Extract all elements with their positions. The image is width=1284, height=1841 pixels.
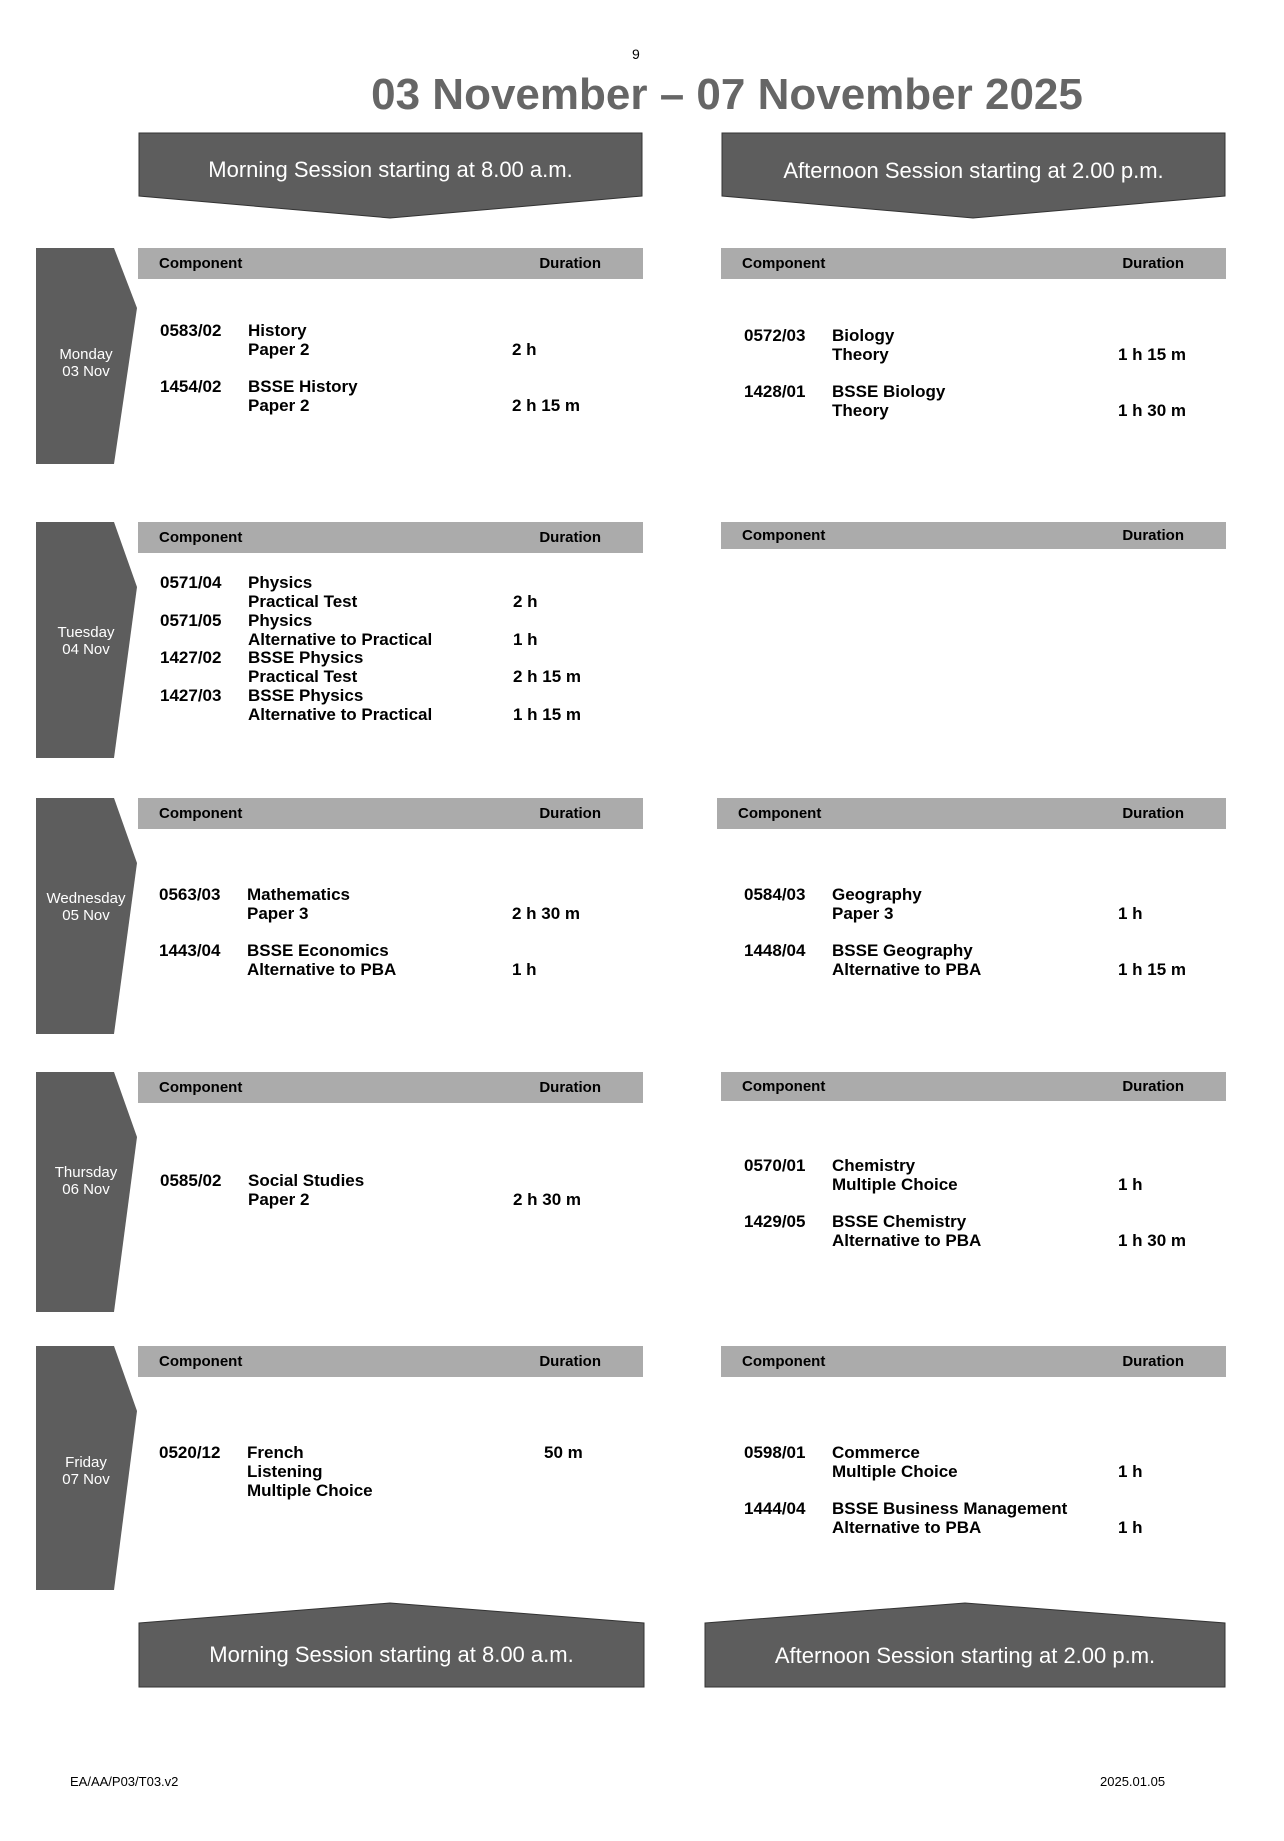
component-code: 1444/04 [744, 1499, 806, 1518]
subject-name: Mathematics [247, 885, 350, 904]
subject-name: BSSE Physics [248, 648, 364, 667]
exam-duration: 2 h [512, 340, 537, 359]
duration-header: Duration [539, 805, 601, 822]
morning-session-banner-bottom [138, 1602, 645, 1688]
exam-duration: 1 h 30 m [1118, 401, 1187, 420]
subject-name: Geography [832, 885, 922, 904]
component-code: 1454/02 [160, 377, 222, 396]
paper-name: Alternative to PBA [832, 1231, 982, 1250]
exam-entry [160, 686, 620, 724]
component-code: 1443/04 [159, 941, 221, 960]
component-code: 0572/03 [744, 326, 806, 345]
exam-duration: 1 h 15 m [1118, 960, 1187, 979]
afternoon-session-label: Afternoon Session starting at 2.00 p.m. [774, 1643, 1156, 1668]
component-code: 0584/03 [744, 885, 806, 904]
paper-name: Theory [832, 401, 889, 420]
exam-entry [160, 611, 620, 649]
subject-name: BSSE History [248, 377, 358, 396]
component-code: 1448/04 [744, 941, 806, 960]
subject-name: Biology [832, 326, 895, 345]
subject-name: Physics [248, 573, 313, 592]
component-header: Component [742, 1353, 826, 1370]
exam-entry [744, 382, 1214, 422]
subject-name: History [248, 321, 307, 340]
subject-name: BSSE Chemistry [832, 1212, 967, 1231]
exam-duration: 1 h [1118, 1462, 1143, 1481]
exam-entry [160, 321, 620, 361]
exam-duration: 1 h [1118, 1518, 1143, 1537]
morning-session-label: Morning Session starting at 8.00 a.m. [209, 1642, 574, 1667]
component-header: Component [742, 255, 826, 272]
exam-entry [744, 1443, 1214, 1483]
paper-name: Paper 3 [247, 904, 309, 923]
component-code: 0583/02 [160, 321, 222, 340]
exam-duration: 1 h 15 m [1118, 345, 1187, 364]
exam-duration: 1 h [1118, 1175, 1143, 1194]
subject-name: BSSE Physics [248, 686, 364, 705]
paper-name: Alternative to PBA [832, 1518, 982, 1537]
paper-name: Paper 3 [832, 904, 894, 923]
subject-name: Commerce [832, 1443, 920, 1462]
table-header-monday-afternoon [721, 248, 1226, 279]
subject-name: French [247, 1443, 304, 1462]
component-code: 0571/05 [160, 611, 222, 630]
duration-header: Duration [539, 255, 601, 272]
exam-duration: 2 h 15 m [512, 396, 581, 415]
duration-header: Duration [539, 1353, 601, 1370]
exam-duration: 2 h 15 m [513, 667, 582, 686]
subject-name: Chemistry [832, 1156, 916, 1175]
component-header: Component [159, 805, 243, 822]
duration-header: Duration [1122, 1353, 1184, 1370]
paper-name: Theory [832, 345, 889, 364]
component-header: Component [738, 805, 822, 822]
subject-name: BSSE Geography [832, 941, 973, 960]
exam-entry [160, 1171, 620, 1211]
day-date: 06 Nov [62, 1181, 110, 1198]
table-header-friday-afternoon [721, 1346, 1226, 1377]
component-code: 0598/01 [744, 1443, 806, 1462]
table-header-tuesday-afternoon [721, 522, 1226, 549]
component-header: Component [742, 1078, 826, 1095]
component-code: 0585/02 [160, 1171, 222, 1190]
table-header-wednesday-morning [138, 798, 643, 829]
paper-name: Alternative to PBA [247, 960, 397, 979]
duration-header: Duration [539, 529, 601, 546]
exam-entry [159, 885, 619, 925]
day-marker-friday [36, 1346, 141, 1590]
subject-name: Physics [248, 611, 313, 630]
subject-name: Social Studies [248, 1171, 365, 1190]
day-name: Tuesday [57, 624, 115, 641]
exam-entry [744, 1156, 1214, 1196]
paper-name: Multiple Choice [832, 1175, 958, 1194]
component-code: 1427/02 [160, 648, 222, 667]
day-date: 03 Nov [62, 363, 110, 380]
day-date: 05 Nov [62, 907, 110, 924]
exam-entry [744, 326, 1214, 366]
morning-session-label: Morning Session starting at 8.00 a.m. [208, 157, 573, 182]
paper-name: Multiple Choice [247, 1481, 373, 1500]
exam-entry [160, 573, 620, 611]
exam-entry [744, 1212, 1214, 1252]
exam-entry [159, 1443, 619, 1503]
exam-duration: 1 h 15 m [513, 705, 582, 724]
component-code: 1427/03 [160, 686, 222, 705]
component-code: 0520/12 [159, 1443, 221, 1462]
paper-name: Paper 2 [248, 396, 310, 415]
paper-name: Practical Test [248, 667, 358, 686]
footer-date: 2025.01.05 [1100, 1774, 1166, 1789]
duration-header: Duration [1122, 805, 1184, 822]
component-code: 0563/03 [159, 885, 221, 904]
paper-name: Practical Test [248, 592, 358, 611]
paper-name: Alternative to Practical [248, 705, 433, 724]
subject-name: BSSE Economics [247, 941, 389, 960]
paper-name: Paper 2 [248, 1190, 310, 1209]
table-header-thursday-afternoon [721, 1072, 1226, 1101]
day-date: 04 Nov [62, 641, 110, 658]
morning-session-banner-top [138, 132, 643, 219]
exam-entry [744, 1499, 1214, 1539]
component-header: Component [159, 1353, 243, 1370]
page-number: 9 [632, 46, 640, 62]
component-header: Component [159, 529, 243, 546]
exam-duration: 1 h 30 m [1118, 1231, 1187, 1250]
table-header-monday-morning [138, 248, 643, 279]
afternoon-session-label: Afternoon Session starting at 2.00 p.m. [783, 158, 1164, 183]
day-name: Thursday [54, 1164, 118, 1181]
subject-name: BSSE Business Management [832, 1499, 1068, 1518]
duration-header: Duration [539, 1079, 601, 1096]
footer-reference: EA/AA/P03/T03.v2 [70, 1774, 179, 1789]
day-name: Wednesday [46, 890, 126, 907]
component-code: 1429/05 [744, 1212, 806, 1231]
duration-header: Duration [1122, 527, 1184, 544]
exam-duration: 2 h 30 m [512, 904, 581, 923]
component-code: 0571/04 [160, 573, 222, 592]
component-code: 1428/01 [744, 382, 806, 401]
paper-name: Listening [247, 1462, 323, 1481]
exam-duration: 1 h [512, 960, 537, 979]
paper-name: Alternative to Practical [248, 630, 433, 649]
day-marker-monday [36, 248, 141, 464]
exam-duration: 1 h [1118, 904, 1143, 923]
day-marker-thursday [36, 1072, 141, 1312]
component-code: 0570/01 [744, 1156, 806, 1175]
table-header-friday-morning [138, 1346, 643, 1377]
table-header-thursday-morning [138, 1072, 643, 1103]
exam-duration: 2 h 30 m [513, 1190, 582, 1209]
exam-entry [160, 648, 620, 686]
day-name: Friday [65, 1454, 107, 1471]
component-header: Component [742, 527, 826, 544]
day-marker-wednesday [36, 798, 141, 1034]
duration-header: Duration [1122, 255, 1184, 272]
exam-duration: 50 m [544, 1443, 583, 1462]
page-title: 03 November – 07 November 2025 [371, 70, 1083, 119]
paper-name: Multiple Choice [832, 1462, 958, 1481]
day-date: 07 Nov [62, 1471, 110, 1488]
paper-name: Paper 2 [248, 340, 310, 359]
exam-entry [159, 941, 619, 981]
exam-entry [744, 941, 1214, 981]
paper-name: Alternative to PBA [832, 960, 982, 979]
exam-duration: 2 h [513, 592, 538, 611]
subject-name: BSSE Biology [832, 382, 946, 401]
duration-header: Duration [1122, 1078, 1184, 1095]
exam-duration: 1 h [513, 630, 538, 649]
component-header: Component [159, 255, 243, 272]
day-name: Monday [59, 346, 113, 363]
afternoon-session-banner-top [721, 132, 1226, 219]
component-header: Component [159, 1079, 243, 1096]
exam-entry [160, 377, 620, 417]
table-header-tuesday-morning [138, 522, 643, 553]
table-header-wednesday-afternoon [717, 798, 1226, 829]
day-marker-tuesday [36, 522, 141, 758]
afternoon-session-banner-bottom [704, 1602, 1226, 1688]
exam-entry [744, 885, 1214, 925]
